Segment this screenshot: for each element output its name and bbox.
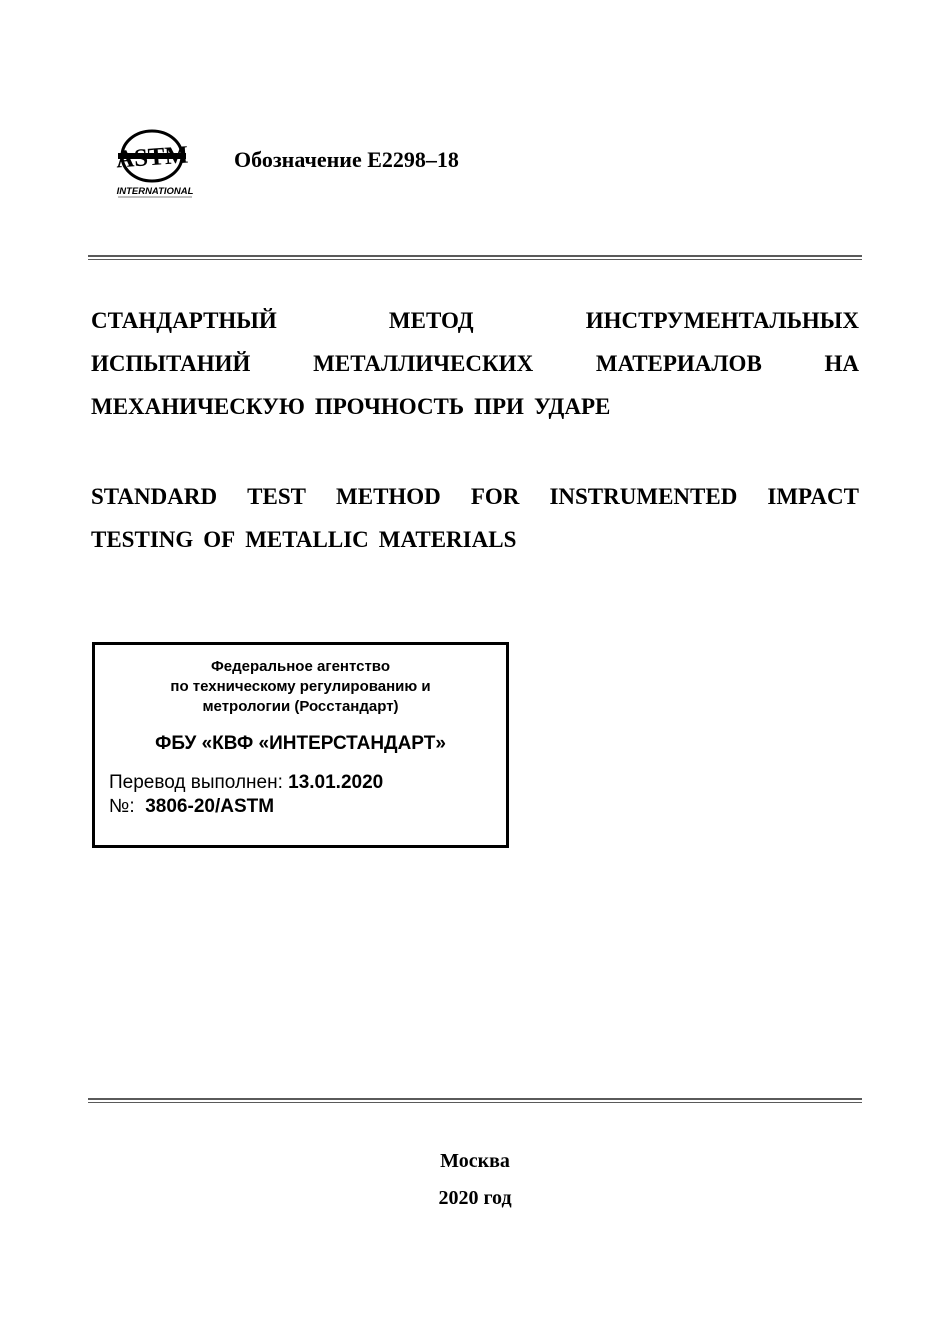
title-word: STANDARD bbox=[91, 484, 218, 509]
title-word: FOR bbox=[470, 484, 520, 509]
title-word: OF bbox=[203, 527, 236, 552]
title-word: TESTING bbox=[91, 527, 194, 552]
divider-top bbox=[88, 255, 862, 260]
translation-number-row bbox=[109, 795, 506, 819]
organization-name: ФБУ «КВФ «ИНТЕРСТАНДАРТ» bbox=[155, 733, 446, 754]
title-word: MATERIALS bbox=[378, 527, 517, 552]
logo-subtext: INTERNATIONAL bbox=[116, 186, 194, 197]
title-english bbox=[91, 475, 859, 561]
title-word: ПРИ bbox=[474, 394, 524, 419]
translation-date: 13.01.2020 bbox=[288, 772, 384, 793]
title-word: METALLIC bbox=[245, 527, 369, 552]
title-ru-line-2 bbox=[91, 342, 859, 385]
translation-info bbox=[109, 771, 506, 819]
title-russian bbox=[91, 299, 859, 428]
translation-number: 3806-20/ASTM bbox=[145, 796, 275, 817]
publication-city: Москва bbox=[440, 1150, 510, 1172]
title-word: МЕХАНИЧЕСКУЮ bbox=[91, 394, 305, 419]
title-word: ПРОЧНОСТЬ bbox=[314, 394, 465, 419]
title-ru-line-3 bbox=[91, 385, 859, 428]
astm-logo bbox=[112, 126, 198, 200]
agency-line: Федеральное агентство bbox=[210, 658, 390, 675]
publication-year: 2020 год bbox=[438, 1187, 512, 1209]
title-en-line-1 bbox=[91, 475, 859, 518]
title-ru-line-1 bbox=[91, 299, 859, 342]
title-word: МЕТОД bbox=[388, 308, 474, 333]
translation-stamp bbox=[92, 642, 509, 848]
agency-line: по техническому регулированию и bbox=[170, 678, 431, 695]
title-word: TEST bbox=[247, 484, 306, 509]
translation-number-label: №: bbox=[109, 796, 135, 817]
translation-date-label: Перевод выполнен: bbox=[109, 772, 283, 793]
logo-wordmark: ASTM bbox=[115, 141, 190, 174]
title-word: ИСПЫТАНИЙ bbox=[91, 351, 251, 376]
agency-line: метрологии (Росстандарт) bbox=[202, 698, 399, 715]
divider-bottom bbox=[88, 1098, 862, 1103]
agency-name bbox=[95, 657, 506, 717]
title-word: IMPACT bbox=[767, 484, 859, 509]
translation-date-row bbox=[109, 771, 506, 795]
title-word: INSTRUMENTED bbox=[549, 484, 738, 509]
title-word: МЕТАЛЛИЧЕСКИХ bbox=[313, 351, 534, 376]
title-word: СТАНДАРТНЫЙ bbox=[91, 308, 277, 333]
title-en-line-2 bbox=[91, 518, 859, 561]
title-word: МАТЕРИАЛОВ bbox=[595, 351, 762, 376]
title-word: ИНСТРУМЕНТАЛЬНЫХ bbox=[585, 308, 859, 333]
title-word: УДАРЕ bbox=[533, 394, 611, 419]
astm-logo-icon bbox=[112, 126, 198, 200]
title-word: METHOD bbox=[336, 484, 441, 509]
title-word: НА bbox=[824, 351, 859, 376]
designation: Обозначение E2298–18 bbox=[234, 147, 459, 172]
